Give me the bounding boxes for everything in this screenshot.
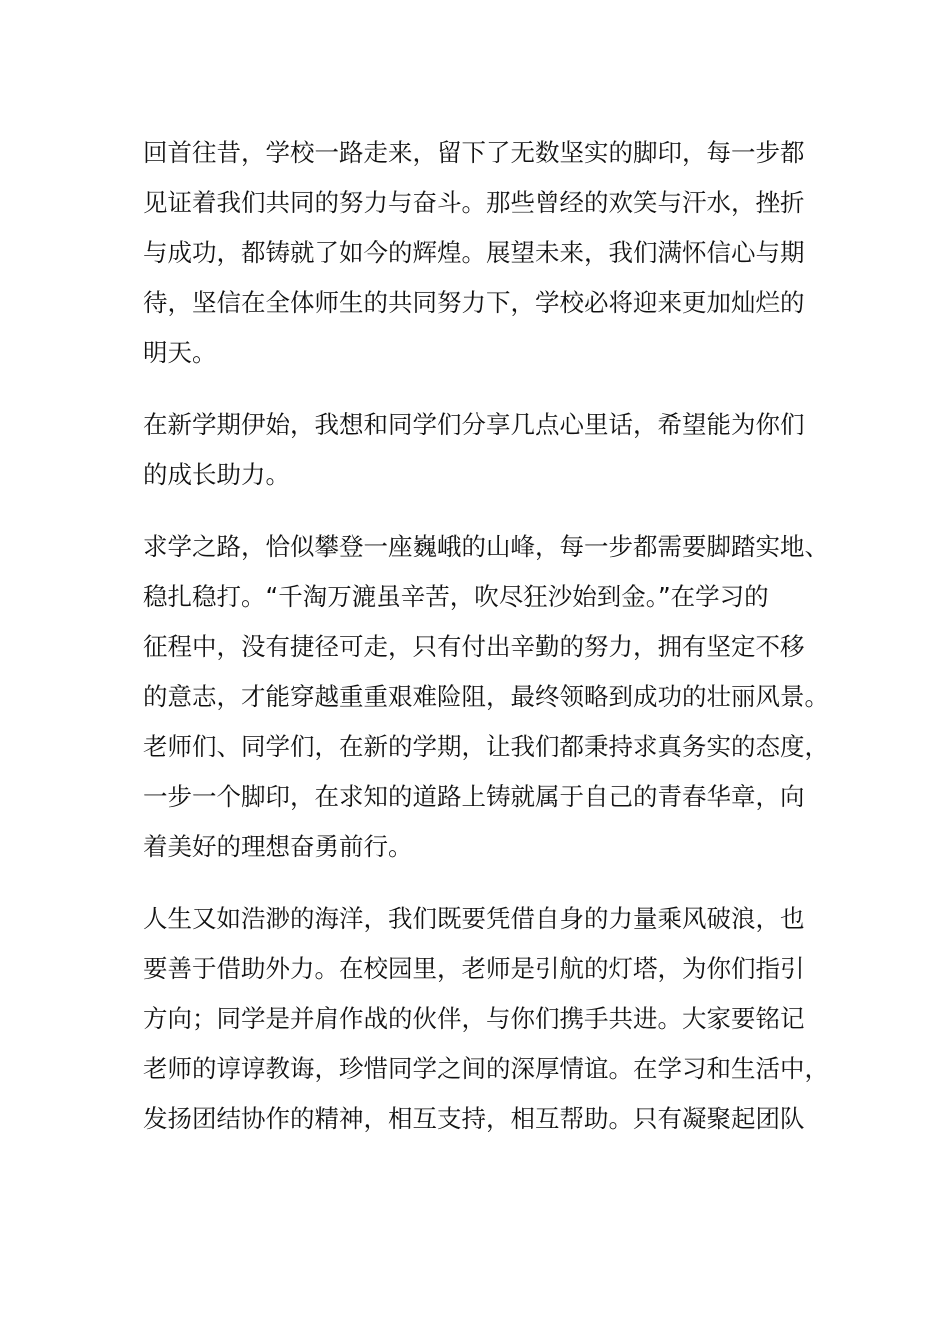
paragraph-1 [143,128,808,378]
document-body [143,128,829,1166]
text-line: 见证着我们共同的努力与奋斗。那些曾经的欢笑与汗水，挫折 [143,188,805,217]
text-line: 待，坚信在全体师生的共同努力下，学校必将迎来更加灿烂的 [143,288,805,317]
text-line: 着美好的理想奋勇前行。 [143,832,413,861]
text-line: 征程中，没有捷径可走，只有付出辛勤的努力，拥有坚定不移 [143,632,805,661]
paragraph-3 [143,522,829,872]
text-line: 一步一个脚印，在求知的道路上铸就属于自己的青春华章，向 [143,782,805,811]
paragraph-2 [143,400,808,500]
text-line: 发扬团结协作的精神，相互支持，相互帮助。只有凝聚起团队 [143,1104,805,1133]
text-line: 要善于借助外力。在校园里，老师是引航的灯塔，为你们指引 [143,954,805,983]
paragraph-4 [143,894,829,1144]
text-line: 稳扎稳打。“千淘万漉虽辛苦，吹尽狂沙始到金。”在学习的 [143,582,769,611]
text-line: 老师的谆谆教诲，珍惜同学之间的深厚情谊。在学习和生活中， [143,1054,829,1083]
text-line: 明天。 [143,338,217,367]
text-line: 的成长助力。 [143,460,290,489]
text-line: 在新学期伊始，我想和同学们分享几点心里话，希望能为你们 [143,410,805,439]
text-line: 回首往昔，学校一路走来，留下了无数坚实的脚印，每一步都 [143,138,805,167]
text-line: 方向；同学是并肩作战的伙伴，与你们携手共进。大家要铭记 [143,1004,805,1033]
text-line: 的意志，才能穿越重重艰难险阻，最终领略到成功的壮丽风景。 [143,682,829,711]
text-line: 与成功，都铸就了如今的辉煌。展望未来，我们满怀信心与期 [143,238,805,267]
text-line: 人生又如浩渺的海洋，我们既要凭借自身的力量乘风破浪，也 [143,904,805,933]
text-line: 求学之路，恰似攀登一座巍峨的山峰，每一步都需要脚踏实地、 [143,532,829,561]
text-line: 老师们、同学们，在新的学期，让我们都秉持求真务实的态度， [143,732,829,761]
